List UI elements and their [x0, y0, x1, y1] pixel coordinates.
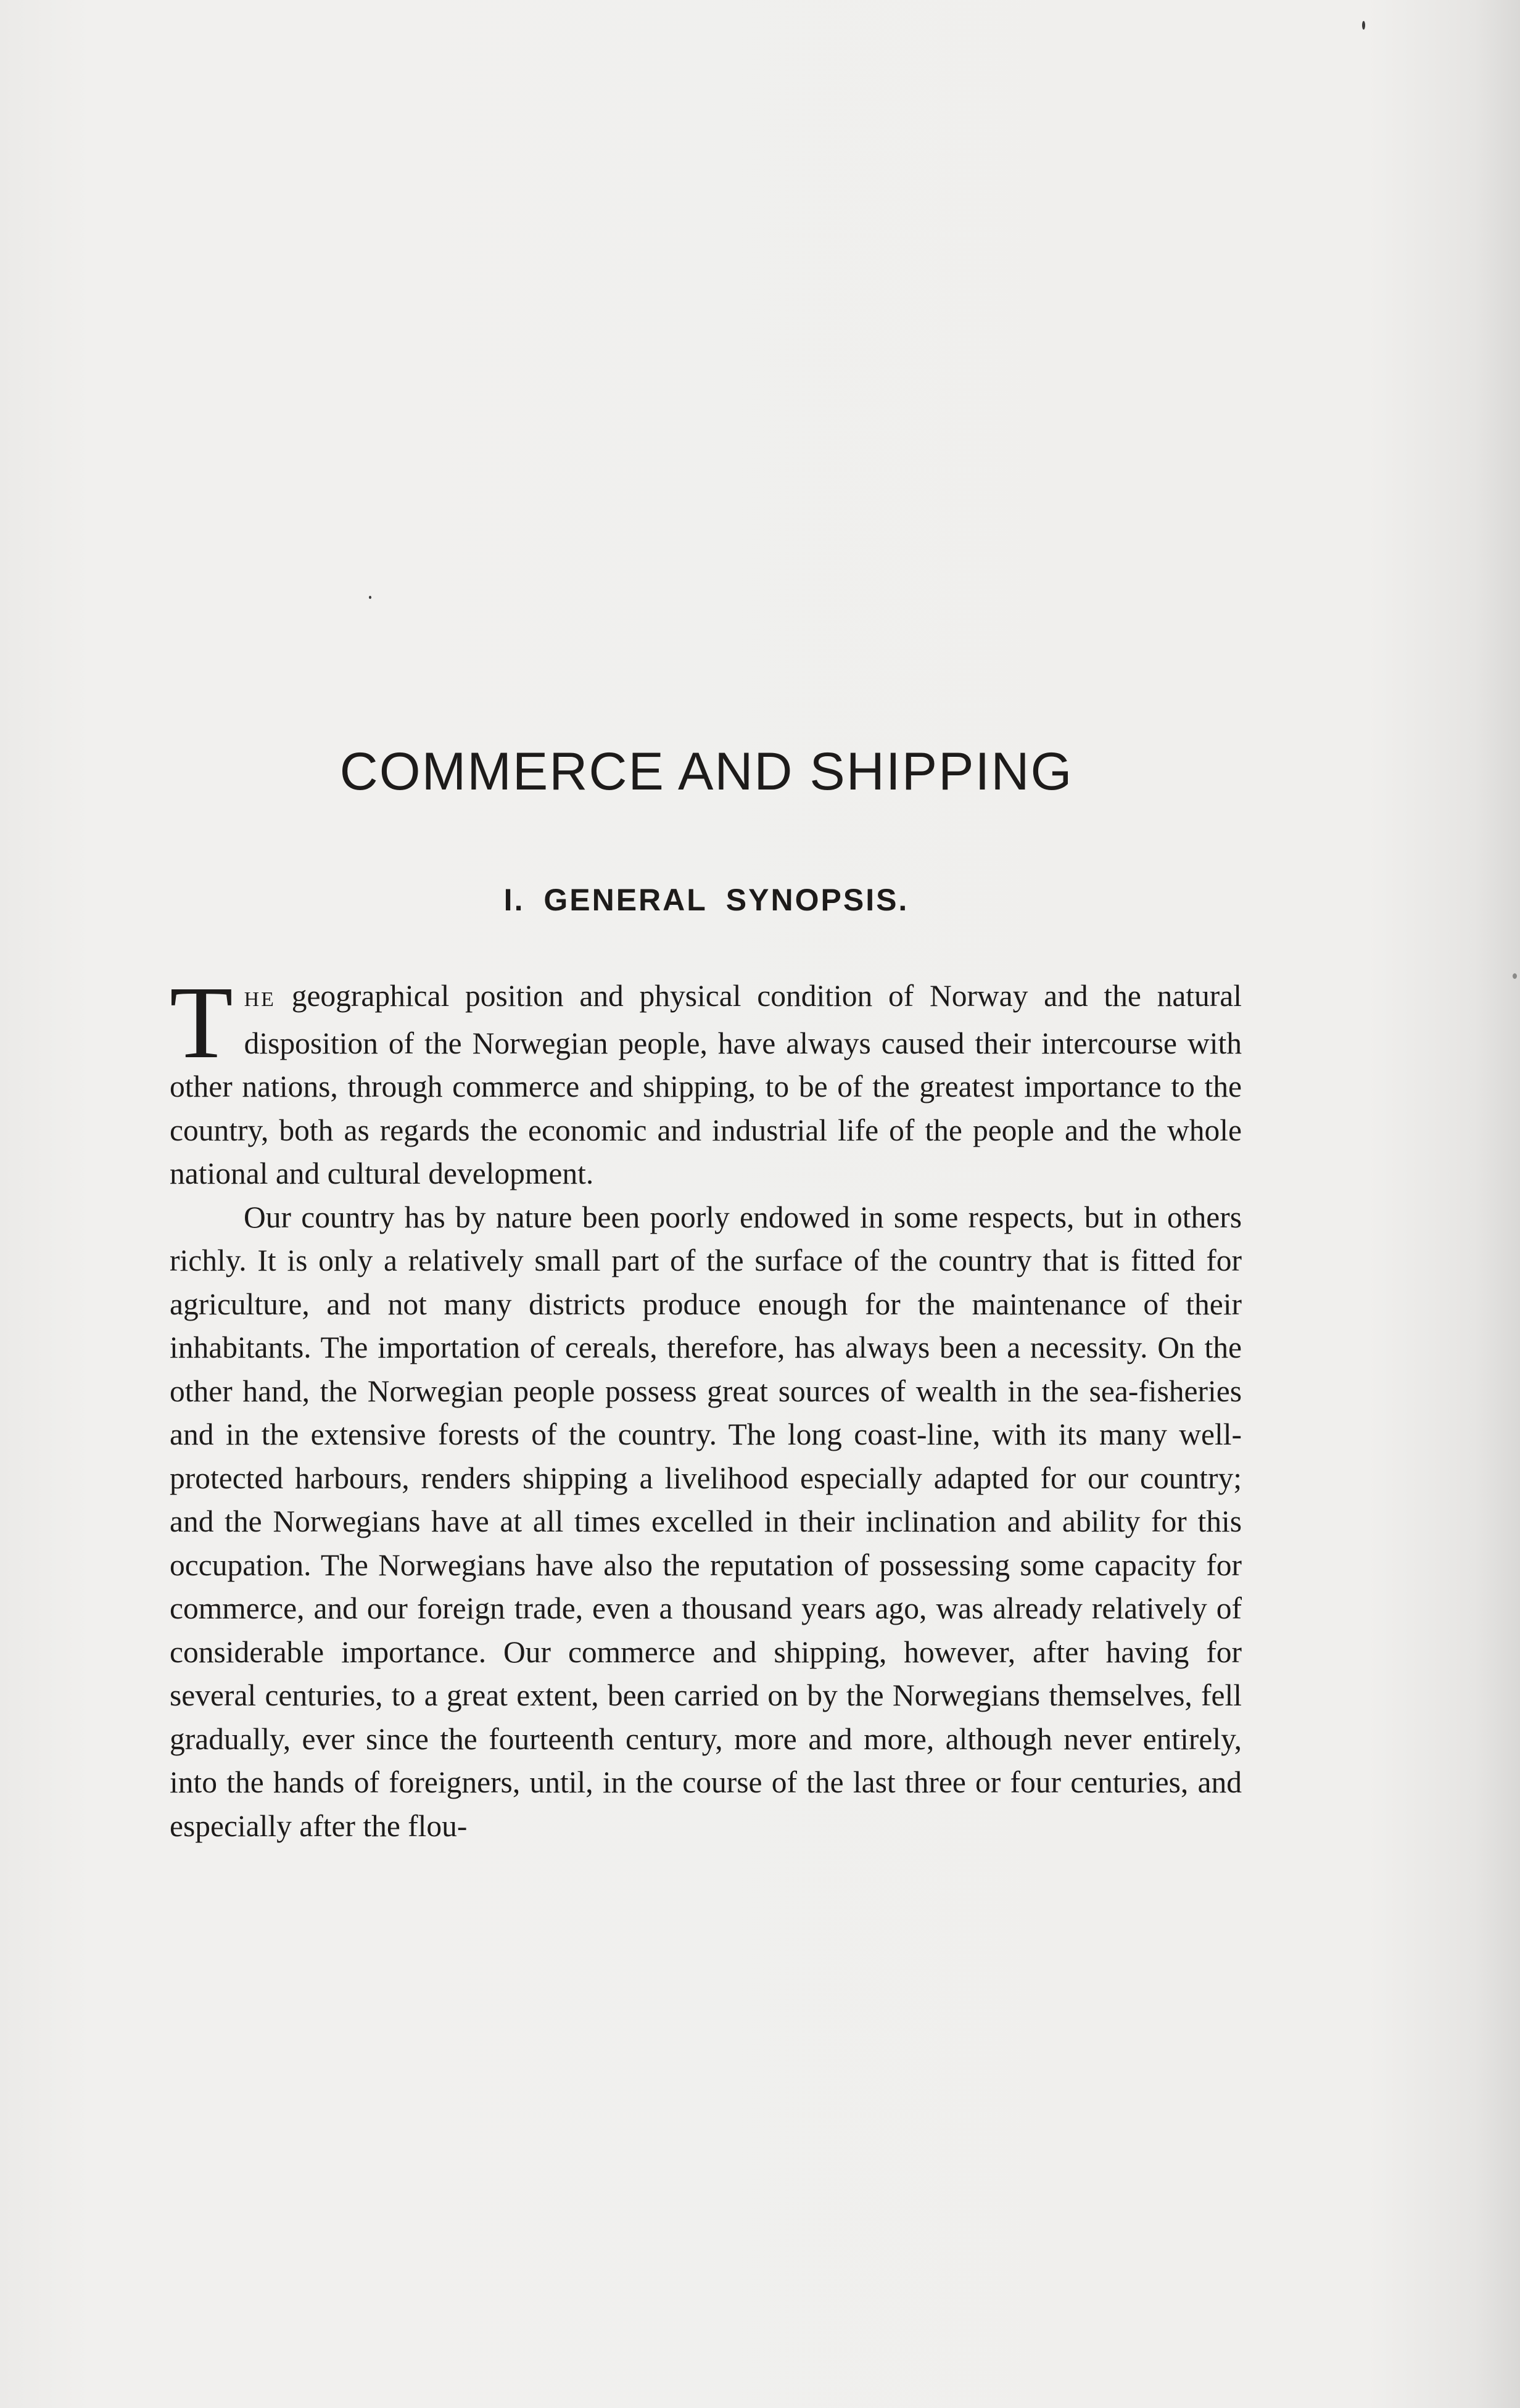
small-caps-text: HE	[244, 988, 276, 1011]
paragraph-1	[170, 965, 1242, 1196]
paragraph-2: Our country has by nature been poorly endowed in some respects, but in others richly. It is only a relatively small part of the surface of the country that is fitted for agriculture, and not many districts produce enough for the maintenance of their inhabitants. The importation of cereals, therefore, has always been a necessity. On the other hand, the Norwegian people possess great sources of wealth in the sea-fisheries and in the extensive forests of the country. The long coast-line, with its many well-protected harbours, renders shipping a livelihood especially adapted for our country; and the Norwegians have at all times excelled in their inclination and ability for this occupation. The Norwegians have also the reputation of possessing some capacity for commerce, and our foreign trade, even a thousand years ago, was already relatively of considerable importance. Our commerce and shipping, however, after having for several centuries, to a great extent, been carried on by the Norwegians themselves, fell gradually, ever since the fourteenth century, more and more, although never entirely, into the hands of foreigners, until, in the course of the last three or four centuries, and especially after the flou-	[170, 1200, 1242, 1843]
page-speck	[1362, 21, 1365, 30]
page-speck	[369, 596, 371, 599]
body-text	[170, 965, 1242, 1848]
paragraph-1-text: geographical position and physical condition of Norway and the natural disposition of the Norwegian people, have always caused their intercourse with other nations, through commerce and shipping, to be of the greatest importance to the country, both as regards the economic and industrial life of the people and the whole national and cultural development.	[170, 979, 1242, 1190]
section-heading: I. GENERAL SYNOPSIS.	[503, 883, 909, 917]
page-title: COMMERCE AND SHIPPING	[339, 742, 1073, 801]
page-speck	[1513, 973, 1517, 979]
drop-cap: T	[170, 965, 233, 1080]
